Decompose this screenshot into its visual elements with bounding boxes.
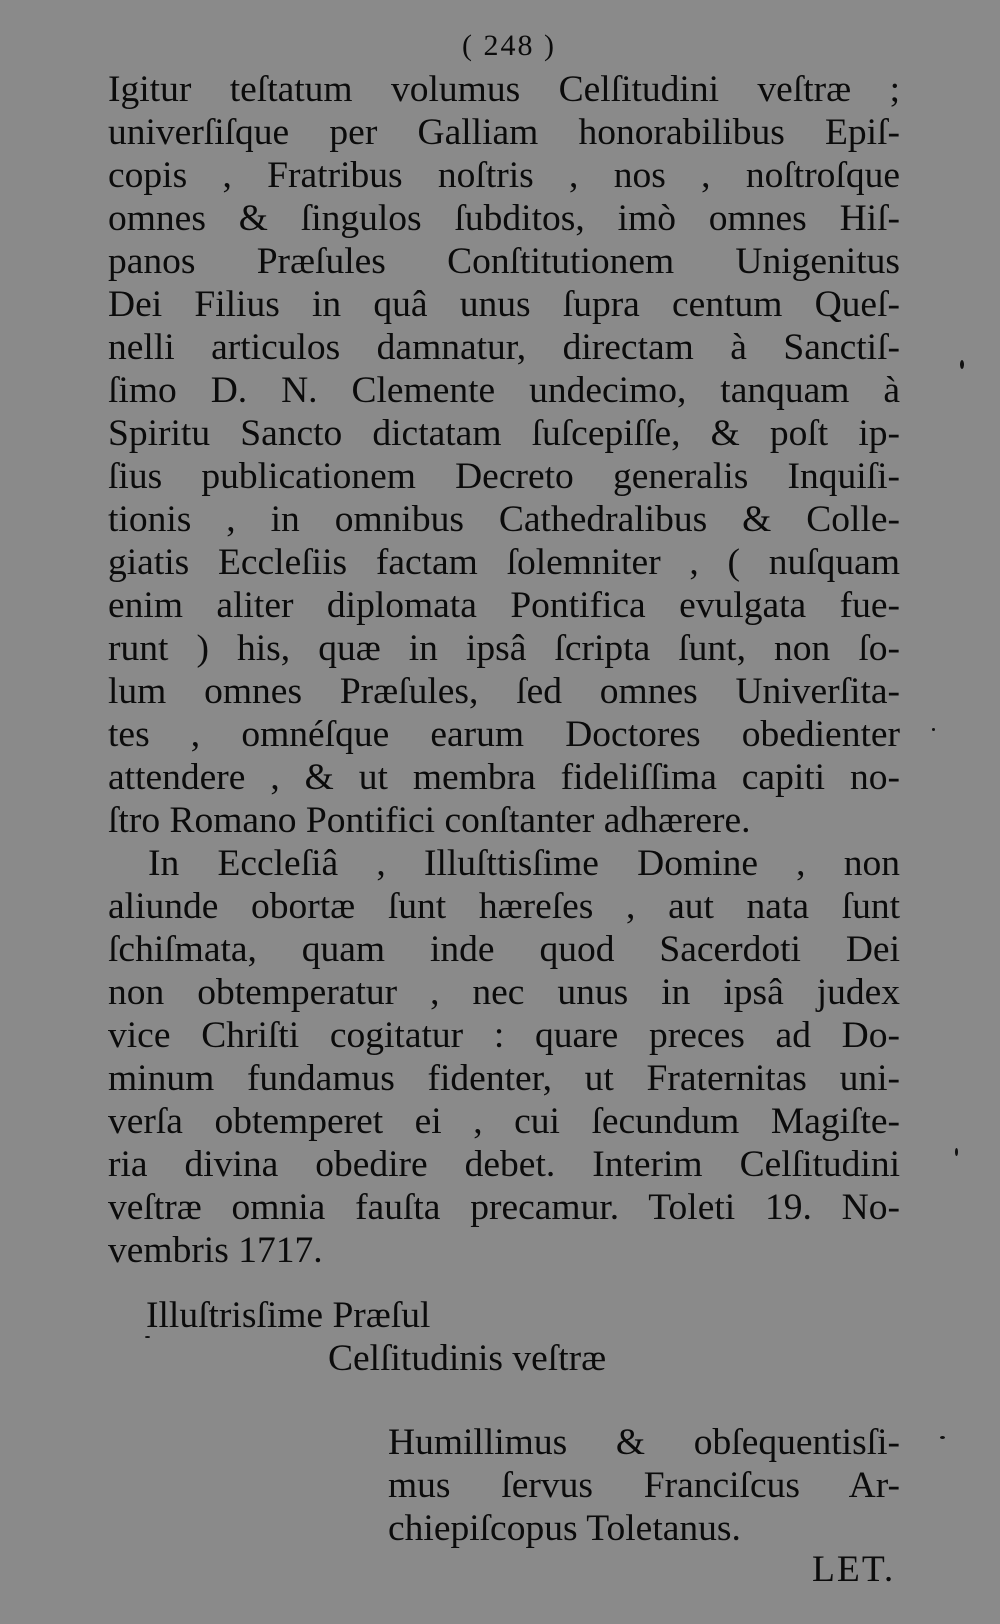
text-line: vice Chriſti cogitatur : quare preces ad Do-: [108, 1015, 900, 1056]
salutation-continued: Celſitudinis veſtræ: [328, 1338, 607, 1379]
text-line: tes , omnéſque earum Doctores obedienter: [108, 714, 900, 755]
paragraph-start-line: In Eccleſiâ , Illuſttisſime Domine , non: [148, 843, 900, 884]
body-text: [108, 68, 900, 1272]
text-line: univerſiſque per Galliam honorabilibus Epiſ-: [108, 112, 900, 153]
text-line: omnes & ſingulos ſubditos, imò omnes Hiſ-: [108, 198, 900, 239]
text-line: runt ) his, quæ in ipsâ ſcripta ſunt, non ſo-: [108, 628, 900, 669]
text-line: nelli articulos damnatur, directam à Sanctiſ-: [108, 327, 900, 368]
text-line: ſtro Romano Pontifici conſtanter adhærere.: [108, 800, 751, 841]
ink-speck: [932, 728, 935, 731]
text-line: Spiritu Sancto dictatam ſuſcepiſſe, & poſt ip-: [108, 413, 900, 454]
page-number: ( 248 ): [462, 29, 556, 62]
ink-speck: [145, 1336, 150, 1338]
signature-line: Humillimus & obſequentisſi-: [388, 1422, 900, 1463]
text-line: minum fundamus fidenter, ut Fraternitas uni-: [108, 1058, 900, 1099]
text-line: copis , Fratribus noſtris , nos , noſtroſque: [108, 155, 900, 196]
signature-block: [388, 1421, 900, 1550]
signature-line: chiepiſcopus Toletanus.: [388, 1508, 741, 1549]
text-line: ſius publicationem Decreto generalis Inquiſi-: [108, 456, 900, 497]
ink-speck: [955, 1148, 958, 1156]
text-line: Igitur teſtatum volumus Celſitudini veſtræ ;: [108, 69, 900, 110]
ink-speck: [940, 1436, 945, 1439]
text-line: vembris 1717.: [108, 1230, 323, 1271]
text-line: non obtemperatur , nec unus in ipsâ judex: [108, 972, 900, 1013]
salutation: Illuſtrisſime Præſul: [146, 1295, 431, 1336]
text-line: panos Præſules Conſtitutionem Unigenitus: [108, 241, 900, 282]
ink-speck: [960, 360, 964, 369]
text-line: attendere , & ut membra fideliſſima capiti no-: [108, 757, 900, 798]
text-line: lum omnes Præſules, ſed omnes Univerſita-: [108, 671, 900, 712]
text-line: verſa obtemperet ei , cui ſecundum Magiſte-: [108, 1101, 900, 1142]
signature-line: mus ſervus Franciſcus Ar-: [388, 1465, 900, 1506]
text-line: tionis , in omnibus Cathedralibus & Colle-: [108, 499, 900, 540]
text-line: ria divina obedire debet. Interim Celſitudini: [108, 1144, 900, 1185]
catchword: LET.: [812, 1549, 896, 1590]
text-line: giatis Eccleſiis factam ſolemniter , ( nuſquam: [108, 542, 900, 583]
text-line: ſimo D. N. Clemente undecimo, tanquam à: [108, 370, 900, 411]
text-line: Dei Filius in quâ unus ſupra centum Queſ-: [108, 284, 900, 325]
text-line: ſchiſmata, quam inde quod Sacerdoti Dei: [108, 929, 900, 970]
text-line: veſtræ omnia fauſta precamur. Toleti 19. No-: [108, 1187, 900, 1228]
text-line: aliunde obortæ ſunt hæreſes , aut nata ſunt: [108, 886, 900, 927]
text-line: enim aliter diplomata Pontificа evulgata fue-: [108, 585, 900, 626]
